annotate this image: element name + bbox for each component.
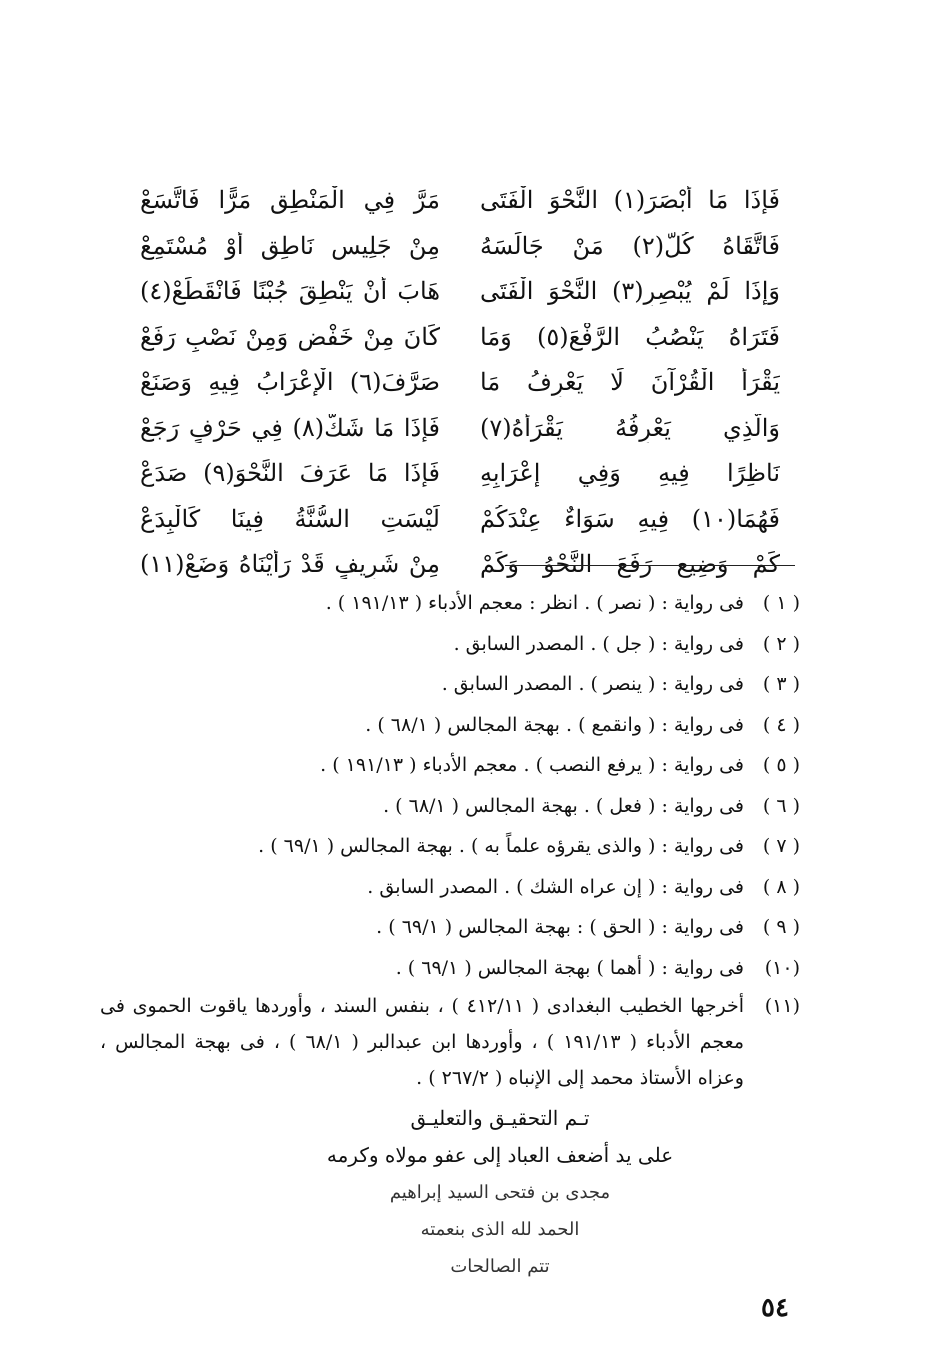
footnote-number: ( ١ ) — [762, 592, 800, 615]
colophon-line: تـم التحقيـق والتعليـق — [410, 1106, 590, 1130]
verse-4 — [140, 315, 780, 361]
verse-second-hemistich: لَيْسَتِ السُّنَّةُ فِينَا كَالْبِدَعْ — [140, 504, 440, 533]
footnote — [100, 948, 800, 989]
footnote-text: فى رواية : ( يرفع النصب ) . معجم الأدباء ( ١٩١/١٣ ) . — [320, 754, 744, 777]
footnote-divider — [505, 565, 795, 566]
verse-first-hemistich: فَإِذَا مَا أَبْصَرَ(١) النَّحْوَ الْفَتَى — [480, 186, 780, 215]
footnote-number: (١٠) — [764, 956, 800, 979]
verse-first-hemistich: فَتَرَاهُ يَنْصُبُ الرَّفْعَ(٥) وَمَا — [480, 322, 780, 351]
verse-second-hemistich: هَابَ أَنْ يَنْطِقَ جُبْنًا فَانْقَطَعْ(٤) — [140, 277, 440, 306]
verse-second-hemistich: مَرَّ فِي الْمَنْطِقِ مَرًّا فَاتَّسَعْ — [140, 186, 440, 215]
verse-second-hemistich: فَإِذَا مَا عَرَفَ النَّحْوَ(٩) صَدَعْ — [140, 459, 440, 488]
verse-second-hemistich: كَانَ مِنْ خَفْضٍ وَمِنْ نَصْبٍ رَفَعْ — [140, 322, 440, 351]
footnote-number: ( ٨ ) — [762, 875, 800, 898]
footnote — [100, 664, 800, 705]
page-number: ٥٤ — [761, 1293, 789, 1323]
verse-first-hemistich: وَالَّذِي يَعْرِفُهُ يَقْرَأُهُ(٧) — [480, 413, 780, 442]
footnote-number: ( ٦ ) — [762, 794, 800, 817]
footnotes — [100, 583, 800, 1096]
footnote-text: أخرجها الخطيب البغدادى ( ٤١٢/١١ ) ، بنفس السند ، وأوردها ياقوت الحموى فى معجم الأدباء ( ١٩١/١٣ ) ، وأوردها ابن عبدالبر ( ٦٨/١ ) ، فى بهجة المجالس ، وعزاه الأستاذ محمد إلى الإنباه ( ٢٦٧/٢ ) . — [100, 995, 745, 1089]
verse-second-hemistich: مِنْ شَرِيفٍ قَدْ رَأَيْنَاهُ وَضَعْ(١١) — [140, 550, 440, 579]
footnote — [100, 583, 800, 624]
footnote — [100, 907, 800, 948]
footnote — [100, 826, 800, 867]
footnote-number: ( ٩ ) — [762, 916, 800, 939]
footnote-text: فى رواية : ( إن عراه الشك ) . المصدر السابق . — [367, 875, 744, 898]
footnote-text: فى رواية : ( فعل ) . بهجة المجالس ( ٦٨/١ ) . — [383, 794, 744, 817]
footnote-text: فى رواية : ( ينصر ) . المصدر السابق . — [441, 673, 744, 696]
verse-second-hemistich: مِنْ جَلِيسٍ نَاطِقٍ أَوْ مُسْتَمِعْ — [140, 231, 440, 260]
footnote-text: فى رواية : ( وانقمع ) . بهجة المجالس ( ٦٨/١ ) . — [365, 713, 744, 736]
footnote-text: فى رواية : ( والذى يقرؤه علماً به ) . بهجة المجالس ( ٦٩/١ ) . — [258, 835, 744, 858]
verse-8 — [140, 497, 780, 543]
footnote — [100, 705, 800, 746]
footnote-text: فى رواية : ( الحق ) : بهجة المجالس ( ٦٩/١ ) . — [376, 916, 744, 939]
verse-first-hemistich: فَاتَّقَاهُ كُلُّ(٢) مَنْ جَالَسَهُ — [480, 231, 780, 260]
verse-6 — [140, 406, 780, 452]
footnote-number: ( ٤ ) — [762, 713, 800, 736]
verse-second-hemistich: فَإِذَا مَا شَكَّ(٨) فِي حَرْفٍ رَجَعْ — [140, 413, 440, 442]
verse-first-hemistich: وَإِذَا لَمْ يُبْصِرِ(٣) النَّحْوَ الْفَتَى — [480, 277, 780, 306]
colophon-line: على يد أضعف العباد إلى عفو مولاه وكرمه — [326, 1143, 674, 1167]
footnote — [100, 786, 800, 827]
colophon-line: الحمد لله الذى بنعمته — [420, 1219, 580, 1240]
footnote — [100, 988, 800, 1096]
footnote — [100, 624, 800, 665]
verse-2 — [140, 224, 780, 270]
verse-second-hemistich: صَرَّفَ(٦) الْإِعْرَابُ فِيهِ وَصَنَعْ — [140, 368, 440, 397]
verse-first-hemistich: فَهُمَا(١٠) فِيهِ سَوَاءٌ عِنْدَكُمْ — [480, 504, 780, 533]
poem — [140, 178, 780, 588]
footnote — [100, 867, 800, 908]
verse-3 — [140, 269, 780, 315]
footnote-number: ( ٣ ) — [762, 673, 800, 696]
verse-1 — [140, 178, 780, 224]
colophon-line: مجدى بن فتحى السيد إبراهيم — [389, 1182, 611, 1203]
verse-first-hemistich: يَقْرَأُ الْقُرْآنَ لَا يَعْرِفُ مَا — [480, 368, 780, 397]
colophon-line: تتم الصالحات — [450, 1256, 550, 1277]
footnote-number: (١١) — [764, 995, 800, 1017]
footnote-text: فى رواية : ( جل ) . المصدر السابق . — [453, 632, 744, 655]
footnote-text: فى رواية : ( نصر ) . انظر : معجم الأدباء ( ١٩١/١٣ ) . — [325, 592, 744, 615]
footnote-number: ( ٧ ) — [762, 835, 800, 858]
verse-first-hemistich: نَاظِرًا فِيهِ وَفِي إِعْرَابِهِ — [480, 459, 780, 488]
verse-first-hemistich: كَمْ وَضِيعٍ رَفَعَ النَّحْوُ وَكَمْ — [480, 550, 780, 579]
footnote — [100, 745, 800, 786]
verse-5 — [140, 360, 780, 406]
verse-7 — [140, 451, 780, 497]
colophon — [200, 1100, 800, 1285]
footnote-number: ( ٢ ) — [762, 632, 800, 655]
footnote-text: فى رواية : ( أهما ) بهجة المجالس ( ٦٩/١ ) . — [395, 956, 744, 979]
footnote-number: ( ٥ ) — [762, 754, 800, 777]
